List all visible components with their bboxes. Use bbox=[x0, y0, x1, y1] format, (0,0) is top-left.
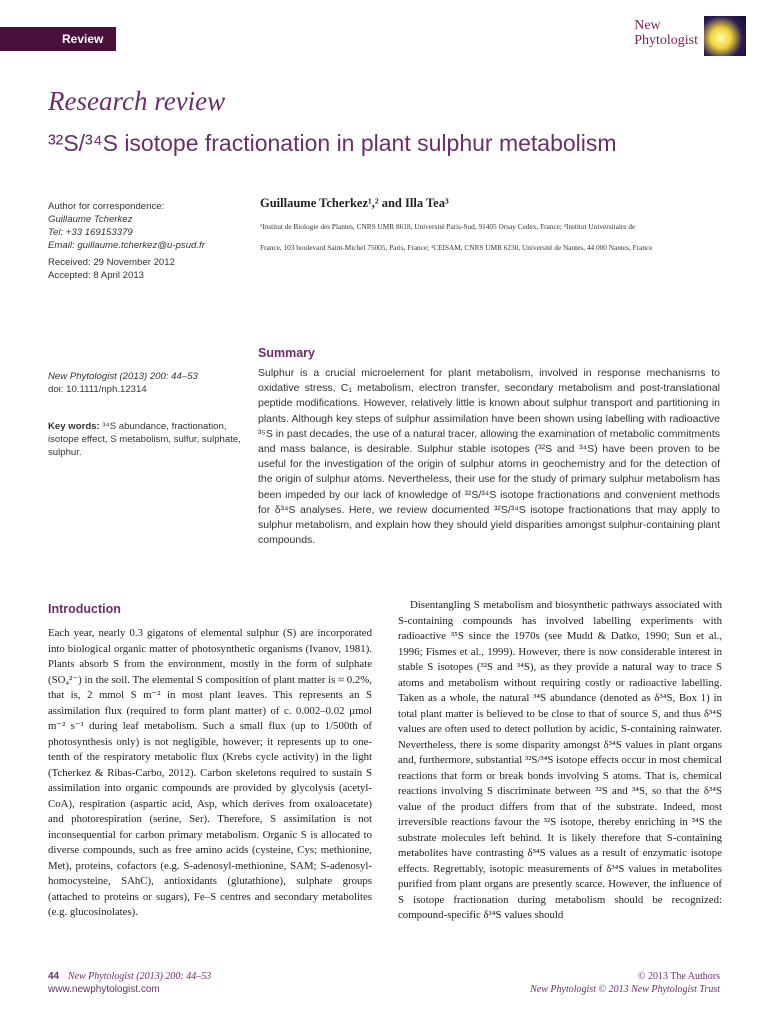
article-title: ³²S/³⁴S isotope fractionation in plant sulphur metabolism bbox=[48, 130, 617, 156]
brand-line-1: New bbox=[634, 18, 661, 33]
keywords-block bbox=[48, 420, 248, 459]
footer-copyright-2: New Phytologist © 2013 New Phytologist Trust bbox=[530, 984, 720, 995]
correspondence-block bbox=[48, 200, 205, 252]
footer-right bbox=[530, 970, 720, 996]
introduction-column-left: Each year, nearly 0.3 gigatons of elemental sulphur (S) are incorporated into biological organic matter of photosynthetic organisms (Ivanov, 1981). Plants absorb S from the environment, mostly in the form of sulphate (SO₄²⁻) in the soil. The elemental S composition of plant matter is ≈ 0.2%, that is, 2 mmol S m⁻² in most plant leaves. This represents an S assimilation flux (required to form plant matter) of c. 0.002–0.02 µmol m⁻² s⁻¹ during leaf metabolism. Such a small flux (up to 1/500th of photosynthesis only) is not negligible, however; it represents up to one-tenth of the respiratory metabolic flux (Krebs cycle activity) in the light (Tcherkez & Ribas-Carbo, 2012). Carbon skeletons required to sustain S assimilation into organic compounds are provided by glycolysis (acetyl-CoA), respiration (aspartic acid, Asp, which derives from oxaloacetate) and photorespiration (serine, Ser). Therefore, S assimilation is not inconsequential for carbon primary metabolism. Organic S is allocated to diverse compounds, such as free amino acids (cysteine, Cys; methionine, Met), proteins, cofactors (e.g. S-adenosyl-methionine, SAM; S-adenosyl-homocysteine, SAhC), antioxidants (glutathione), sulphate groups (attached to proteins or sugars), Fe–S centres and secondary metabolites (e.g. glucosinolates). bbox=[48, 627, 372, 918]
journal-brand bbox=[634, 18, 698, 48]
affiliation-line-2: France, 103 boulevard Saint-Michel 75005, Paris, France; ³CEISAM, CNRS UMR 6230, Université de Nantes, 44 000 Nantes, France bbox=[260, 243, 653, 252]
received-date: Received: 29 November 2012 bbox=[48, 257, 175, 268]
review-tab-label: Review bbox=[62, 32, 104, 46]
correspondence-tel: Tel: +33 169153379 bbox=[48, 227, 133, 238]
citation-block bbox=[48, 370, 198, 396]
introduction-heading: Introduction bbox=[48, 602, 121, 616]
dates-block bbox=[48, 256, 175, 282]
correspondence-label: Author for correspondence: bbox=[48, 201, 165, 212]
keywords-text: ³⁴S abundance, fractionation, isotope effect, S metabolism, sulfur, sulphate, sulphur. bbox=[48, 421, 241, 458]
page-number: 44 bbox=[48, 971, 60, 982]
journal-logo-icon bbox=[704, 16, 746, 56]
footer-copyright-1: © 2013 The Authors bbox=[637, 971, 720, 982]
footer-left bbox=[48, 970, 211, 996]
citation-doi[interactable]: doi: 10.1111/nph.12314 bbox=[48, 384, 147, 395]
brand-line-2: Phytologist bbox=[634, 33, 698, 48]
section-heading: Research review bbox=[48, 86, 226, 116]
affiliations bbox=[260, 216, 730, 258]
keywords-label: Key words: bbox=[48, 421, 100, 432]
correspondence-email[interactable]: Email: guillaume.tcherkez@u-psud.fr bbox=[48, 240, 205, 251]
author-list: Guillaume Tcherkez¹,² and Illa Tea³ bbox=[260, 196, 449, 210]
affiliation-line-1: ¹Institut de Biologie des Plantes, CNRS UMR 8618, Université Paris-Sud, 91405 Orsay Cedex, France; ²Institut Universitaire de bbox=[260, 222, 636, 231]
footer-journal: New Phytologist (2013) 200: 44–53 bbox=[67, 971, 212, 982]
correspondence-name: Guillaume Tcherkez bbox=[48, 214, 133, 225]
footer-url[interactable]: www.newphytologist.com bbox=[48, 984, 160, 995]
review-tab bbox=[48, 27, 116, 51]
citation-journal: New Phytologist (2013) 200: 44–53 bbox=[48, 371, 198, 382]
accepted-date: Accepted: 8 April 2013 bbox=[48, 270, 145, 281]
introduction-column-right: Disentangling S metabolism and biosynthetic pathways associated with S-containing compounds has involved labelling experiments with radioactive ³⁵S since the 1970s (see Mudd & Datko, 1990; Sun et al., 1996; Fismes et al., 1999). However, there is now considerable interest in stable S isotopes (³²S and ³⁴S), as they provide a natural way to trace S atoms and metabolism without requiring costly or radioactive labelling. Taken as a whole, the natural ³⁴S abundance (denoted as δ³⁴S, Box 1) in total plant matter is believed to be close to that of source S, and thus δ³⁴S values are often used to detect pollution by acidic, S-containing rainwater. Nevertheless, there is some disparity amongst δ³⁴S values in plant organs and, furthermore, substantial ³²S/³⁴S isotope effects occur in most chemical reactions that form or break bonds involving S atoms. That is, chemical reactions involving S discriminate between ³²S and ³⁴S, so that the δ³⁴S value of the product differs from that of the substrate. Indeed, most irreversible reactions favour the ³²S isotope, thereby enriching in ³⁴S the substrate molecules left behind. It is likely therefore that S-containing metabolites have contrasting δ³⁴S values as a result of enzymatic isotope effects. Regrettably, isotopic measurements of δ³⁴S values in metabolites purified from plant organs are presently scarce. However, the influence of S isotope fractionation during metabolism should be recognized: compound-specific δ³⁴S values should bbox=[398, 599, 722, 921]
summary-heading: Summary bbox=[258, 346, 315, 360]
summary-text: Sulphur is a crucial microelement for plant metabolism, involved in response mechanisms to oxidative stress, C₁ metabolism, electron transfer, secondary metabolism and post-translational peptide modifications. However, relatively little is known about sulphur transport and partitioning in plants. Although key steps of sulphur assimilation have been shown using labelling with radioactive ³⁵S in past decades, the use of a natural tracer, allowing the examination of metabolic commitments and mass balance, is desirable. Sulphur stable isotopes (³²S and ³⁴S) have been proven to be useful for the investigation of the origin of sulphur atoms in geochemistry and for the detection of the origin of sulphur atoms. Nevertheless, their use for the study of primary sulphur metabolism has been impeded by our lack of knowledge of ³²S/³⁴S isotope fractionations and convenient methods for δ³⁴S analyses. Here, we review documented ³²S/³⁴S isotope fractionations that may apply to sulphur metabolism, and explain how they should yield disparities amongst sulphur-containing plant compounds. bbox=[258, 367, 720, 547]
